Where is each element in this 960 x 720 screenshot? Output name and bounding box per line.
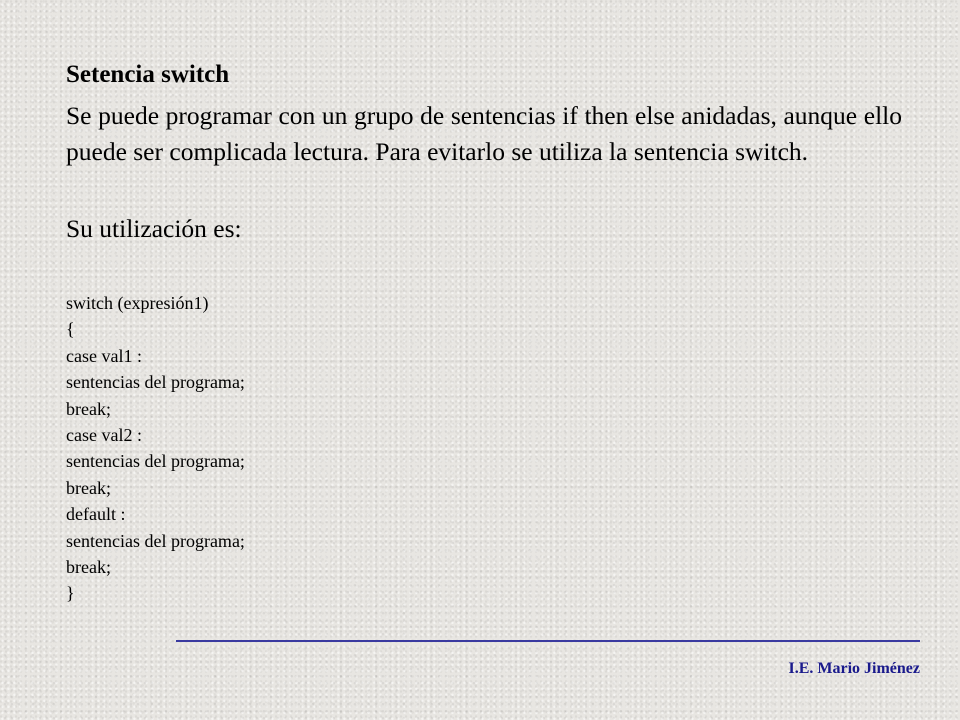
code-line: sentencias del programa;: [66, 451, 245, 472]
usage-intro: Su utilización es:: [66, 214, 242, 243]
code-line: sentencias del programa;: [66, 372, 245, 393]
body-paragraph: Se puede programar con un grupo de sentencias if then else anidadas, aunque ello puede ser complicada lectura. Para evitarlo se utiliza la sentencia switch.: [66, 101, 902, 166]
code-line: case val2 :: [66, 425, 142, 446]
code-line: break;: [66, 477, 111, 498]
code-line: }: [66, 583, 75, 604]
footer-divider: [176, 640, 920, 642]
code-line: break;: [66, 398, 111, 419]
code-line: case val1 :: [66, 345, 142, 366]
code-line: switch (expresión1): [66, 293, 209, 313]
code-line: break;: [66, 557, 111, 578]
code-line: default :: [66, 504, 126, 525]
code-line: sentencias del programa;: [66, 530, 245, 551]
slide-title: Setencia switch: [66, 61, 230, 88]
footer-author: I.E. Mario Jiménez: [788, 660, 920, 677]
code-line: {: [66, 319, 75, 340]
code-block: [66, 290, 245, 607]
